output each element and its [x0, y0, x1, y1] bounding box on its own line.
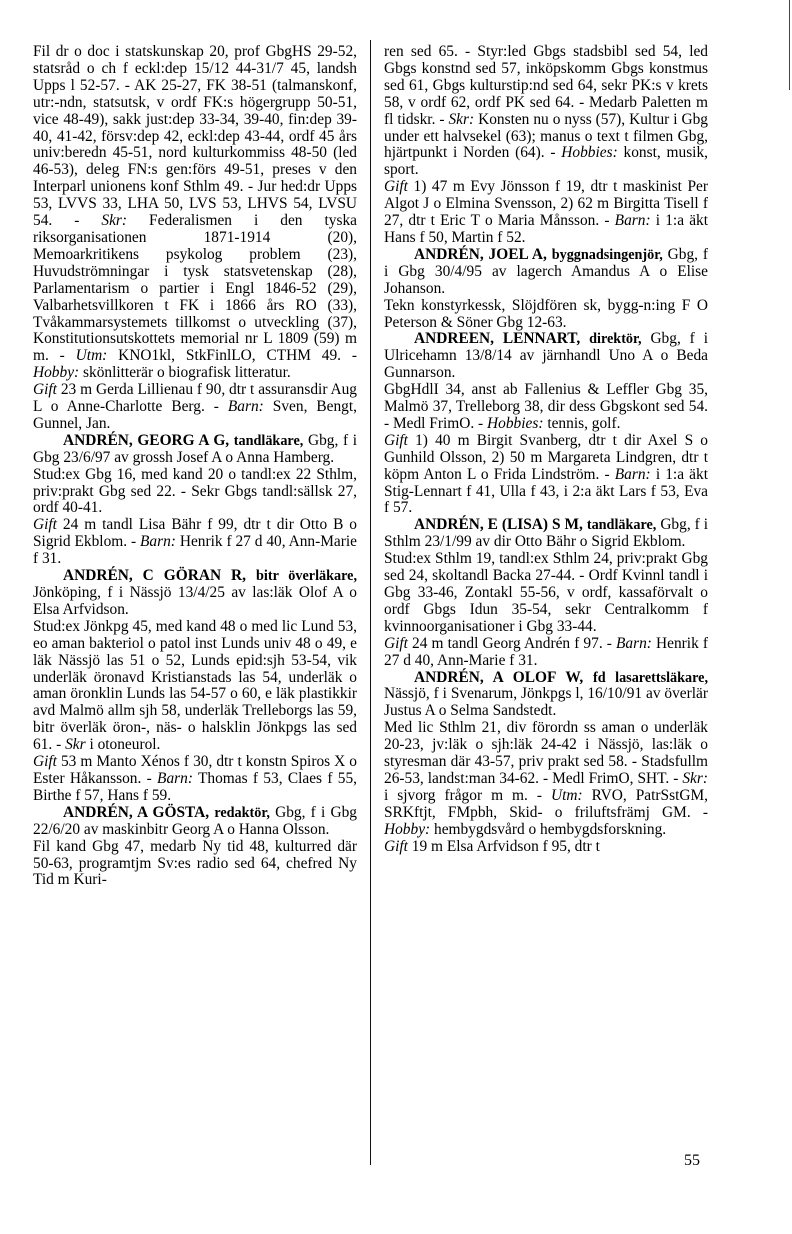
biography-entry-heading	[384, 670, 708, 721]
text-run: ren sed 65. - Styr:led Gbgs stadsbibl sed 54, led Gbgs konstnd sed 57, inköpskomm Gbgs konstmus sed 61, Gbgs kulturstip:nd sed 64, sekr PK:s v krets 58, v ordf 62, ordf PK sed 64. - Medarb Paletten m fl tidskr. -	[384, 43, 708, 128]
right-column	[384, 44, 708, 856]
text-run: Gbg, f i Sthlm 23/1/99 av dir Otto Bähr o Sigrid Ekblom.	[384, 516, 708, 551]
italic-label: Gift	[384, 634, 408, 652]
text-run: konst, musik, sport.	[384, 144, 709, 179]
text-run: 24 m tandl Georg Andrén f 97. -	[407, 634, 616, 652]
biography-paragraph	[33, 754, 357, 805]
text-run: Jönköping, f i Nässjö 13/4/25 av las:läk Olof A o Elsa Arfvidson.	[33, 584, 357, 618]
text-run: Stud:ex Sthlm 19, tandl:ex Sthlm 24, priv:prakt Gbg sed 24, skoltandl Backa 27-44. - Ordf Kvinnl tandl i Gbg 33-46, Zontakl 55-56, v ordf, kassaförvalt o ordf Gbgs Idun 35-54, sekr Centralkomm f kvinnoorganisationer i Gbg 33-44.	[384, 550, 708, 635]
italic-label: Hobby:	[384, 820, 431, 838]
text-run: 1) 47 m Evy Jönsson f 19, dtr t maskinist Per Algot J o Elmina Svensson, 2) 62 m Birgitta Tisell f 27, dtr t Eric T o Maria Månsson. -	[384, 178, 708, 230]
biography-paragraph	[33, 619, 357, 754]
biography-paragraph	[33, 382, 357, 433]
biography-entry-heading	[33, 805, 357, 839]
italic-label: Gift	[33, 753, 57, 771]
person-title: byggnadsingenjör,	[551, 246, 663, 263]
italic-label: Utm:	[550, 786, 583, 804]
text-run: skönlitterär o biografisk litteratur.	[79, 364, 291, 382]
text-run: i sjvorg frågor m m. -	[384, 786, 551, 804]
person-name: ANDRÉN, C GÖRAN R,	[63, 567, 257, 585]
person-title: bitr överläkare,	[256, 568, 357, 585]
biography-entry-heading	[33, 568, 357, 619]
text-run: GbgHdlI 34, anst ab Fallenius & Leffler Gbg 35, Malmö 37, Trelleborg 38, dir dess Gbgskont sed 54. - Medl FrimO. -	[384, 381, 708, 432]
biography-paragraph	[384, 44, 708, 179]
text-run: Konsten nu o nyss (57), Kultur i Gbg under ett halvsekel (63); manus o text t filmen Gbg, hjärtpunkt i Norden (64). -	[384, 110, 708, 162]
text-run: 1) 40 m Birgit Svanberg, dtr t dir Axel S o Gunhild Olsson, 2) 50 m Margareta Lindgren, dtr t köpm Anton L o Frida Lindström. -	[384, 431, 708, 483]
person-name: ANDRÉN, A GÖSTA,	[63, 803, 215, 821]
italic-label: Hobby:	[33, 364, 80, 382]
biography-paragraph	[384, 551, 708, 636]
page-edge-line	[789, 0, 790, 90]
italic-label: Hobbies:	[561, 144, 618, 162]
text-run: i 1:a äkt Hans f 50, Martin f 52.	[384, 212, 708, 246]
text-run: Henrik f 27 d 40, Ann-Marie f 31.	[384, 634, 708, 669]
text-run: Stud:ex Gbg 16, med kand 20 o tandl:ex 22 Sthlm, priv:prakt Gbg sed 22. - Sekr Gbgs tandl:sällsk 27, ordf 40-41.	[33, 465, 357, 517]
text-run: tennis, golf.	[543, 414, 621, 432]
text-run: Fil dr o doc i statskunskap 20, prof GbgHS 29-52, statsråd o ch f eckl:dep 15/12 44-31/7 45, landsh Upps l 52-57. - AK 25-27, FK 38-51 (talmanskonf, utr:-ndn, statsutsk, v ordf FK:s högergrupp 50-51, vice 48-49), sakk just:dep 33-34, 39-40, fin:dep 39-40, 41-42, försv:dep 42, eckl:dep 43-44, ordf 45 års univ:beredn 45-51, nord kulturkommiss 48-50 (led 46-53), deleg FN:s gen:förs 49-51, preses v den Interparl unionens konf Sthlm 49. - Jur hed:dr Upps 53, LVVS 33, LHA 50, LVS 53, LHVS 54, LVSU 54. -	[33, 43, 357, 230]
left-column	[33, 44, 357, 889]
italic-label: Hobbies:	[487, 414, 544, 432]
text-run: Med lic Sthlm 21, div förordn ss aman o underläk 20-23, jv:läk o sjh:läk 24-42 i Nässjö, las:läk o styresman där 43-57, priv prakt sed 58. - Stadsfullm 26-53, landst:man 34-62. - Medl FrimO, SHT. -	[384, 719, 708, 787]
text-run: Henrik f 27 d 40, Ann-Marie f 31.	[33, 533, 357, 568]
italic-label: Gift	[384, 178, 408, 196]
biography-paragraph	[33, 517, 357, 568]
text-run: RVO, PatrSstGM, SRKftjt, FMpbh, Skid- o friluftsfrämj GM. -	[384, 786, 708, 821]
italic-label: Barn:	[614, 212, 651, 230]
text-run: i 1:a äkt Stig-Lennart f 41, Ulla f 43, i 2:a äkt Lars f 53, Eva f 57.	[384, 465, 708, 517]
italic-label: Barn:	[616, 634, 652, 652]
text-run: Gbg, f i Gbg 23/6/97 av grossh Josef A o Anna Hamberg.	[33, 431, 357, 466]
person-name: ANDRÉN, JOEL A,	[414, 245, 552, 263]
person-name: ANDRÉN, GEORG A G,	[63, 431, 234, 449]
biography-paragraph	[384, 433, 708, 518]
page-number: 55	[684, 1152, 700, 1169]
text-run: KNO1kl, StkFinlLO, CTHM 49. -	[107, 347, 357, 365]
text-run: Gbg, f i Gbg 30/4/95 av lagerch Amandus A o Elise Johanson.	[384, 245, 708, 297]
text-run: hembygdsvård o hembygdsforskning.	[430, 820, 667, 838]
person-name: ANDRÉN, E (LISA) S M,	[414, 516, 587, 534]
italic-label: Barn:	[227, 398, 264, 416]
person-name: ANDREEN, LENNART,	[414, 330, 590, 348]
biography-entry-heading	[384, 247, 708, 298]
italic-label: Barn:	[614, 465, 651, 483]
italic-label: Utm:	[75, 347, 108, 365]
text-run: Tekn konstyrkessk, Slöjdfören sk, bygg-n:ing F O Peterson & Söner Gbg 12-63.	[384, 296, 708, 331]
biography-paragraph	[384, 720, 708, 838]
italic-label: Gift	[33, 381, 57, 399]
column-divider	[370, 40, 371, 1165]
biography-paragraph	[384, 382, 708, 433]
biography-paragraph	[384, 839, 708, 856]
biography-paragraph	[33, 467, 357, 518]
person-title: tandläkare,	[233, 432, 304, 449]
text-run: Gbg, f i Ulricehamn 13/8/14 av järnhandl Uno A o Beda Gunnarson.	[384, 330, 708, 382]
italic-label: Skr:	[101, 212, 128, 230]
text-run: Federalismen i den tyska riksorganisationen 1871-1914 (20), Memoarkritikens psykolog problem (23), Huvudströmningar i tysk statsvetenskap (28), Parlamentarism o partier i Engl 1846-52 (29), Valbarhetsvillkoren t FK i 1866 års RO (33), Tvåkammarsystemets tillkomst o utveckling (37), Konstitutionsutskottets memorial nr L 1809 (59) m m. -	[33, 212, 357, 365]
person-title: fd lasarettsläkare,	[593, 669, 709, 686]
biography-entry-heading	[384, 331, 708, 382]
text-run: 19 m Elsa Arfvidson f 95, dtr t	[407, 837, 600, 855]
text-run: Sven, Bengt, Gunnel, Jan.	[33, 398, 357, 432]
italic-label: Skr	[65, 736, 86, 754]
biography-paragraph	[33, 839, 357, 890]
person-title: tandläkare,	[586, 517, 657, 534]
biography-paragraph	[384, 636, 708, 670]
biography-paragraph	[33, 44, 357, 382]
text-run: Gbg, f i Gbg 22/6/20 av maskinbitr Georg A o Hanna Olsson.	[33, 803, 358, 838]
text-run: 23 m Gerda Lillienau f 90, dtr t assuransdir Aug L o Anne-Charlotte Berg. -	[33, 381, 357, 416]
text-run: i otoneurol.	[85, 736, 161, 754]
person-title: redaktör,	[214, 804, 270, 821]
italic-label: Skr:	[682, 769, 708, 787]
biography-paragraph	[384, 179, 708, 247]
biography-paragraph	[384, 298, 708, 332]
italic-label: Skr:	[448, 110, 475, 128]
text-run: Fil kand Gbg 47, medarb Ny tid 48, kulturred där 50-63, programtjm Sv:es radio sed 64, chefred Ny Tid m Kuri-	[33, 837, 357, 889]
text-run: 53 m Manto Xénos f 30, dtr t konstn Spiros X o Ester Håkansson. -	[33, 753, 357, 787]
italic-label: Gift	[384, 431, 408, 449]
italic-label: Gift	[33, 516, 57, 534]
biography-entry-heading	[33, 433, 357, 467]
biography-entry-heading	[384, 517, 708, 551]
text-run: 24 m tandl Lisa Bähr f 99, dtr t dir Otto B o Sigrid Ekblom. -	[33, 516, 357, 551]
text-run: Thomas f 53, Claes f 55, Birthe f 57, Hans f 59.	[33, 769, 357, 804]
text-run: Nässjö, f i Svenarum, Jönkpgs l, 16/10/91 av överlär Justus A o Selma Sandstedt.	[384, 685, 708, 720]
italic-label: Gift	[384, 837, 408, 855]
text-run: Stud:ex Jönkpg 45, med kand 48 o med lic Lund 53, eo aman bakteriol o patol inst Lunds univ 48 o 49, e läk Nässjö las 51 o 52, Lunds epid:sjh 53-54, vik underläk öronavd Kristianstads las 54, underläk o aman öronklin Lunds las 54-57 o 60, e läk plastikkir avd Malmö allm sjh 58, underläk Trelleborgs las 59, bitr överläk öron-, näs- o halsklin Jönkpgs las sed 61. -	[33, 617, 357, 754]
italic-label: Barn:	[157, 769, 193, 787]
person-name: ANDRÉN, A OLOF W,	[414, 668, 593, 686]
italic-label: Barn:	[140, 533, 176, 551]
person-title: direktör,	[589, 331, 642, 348]
